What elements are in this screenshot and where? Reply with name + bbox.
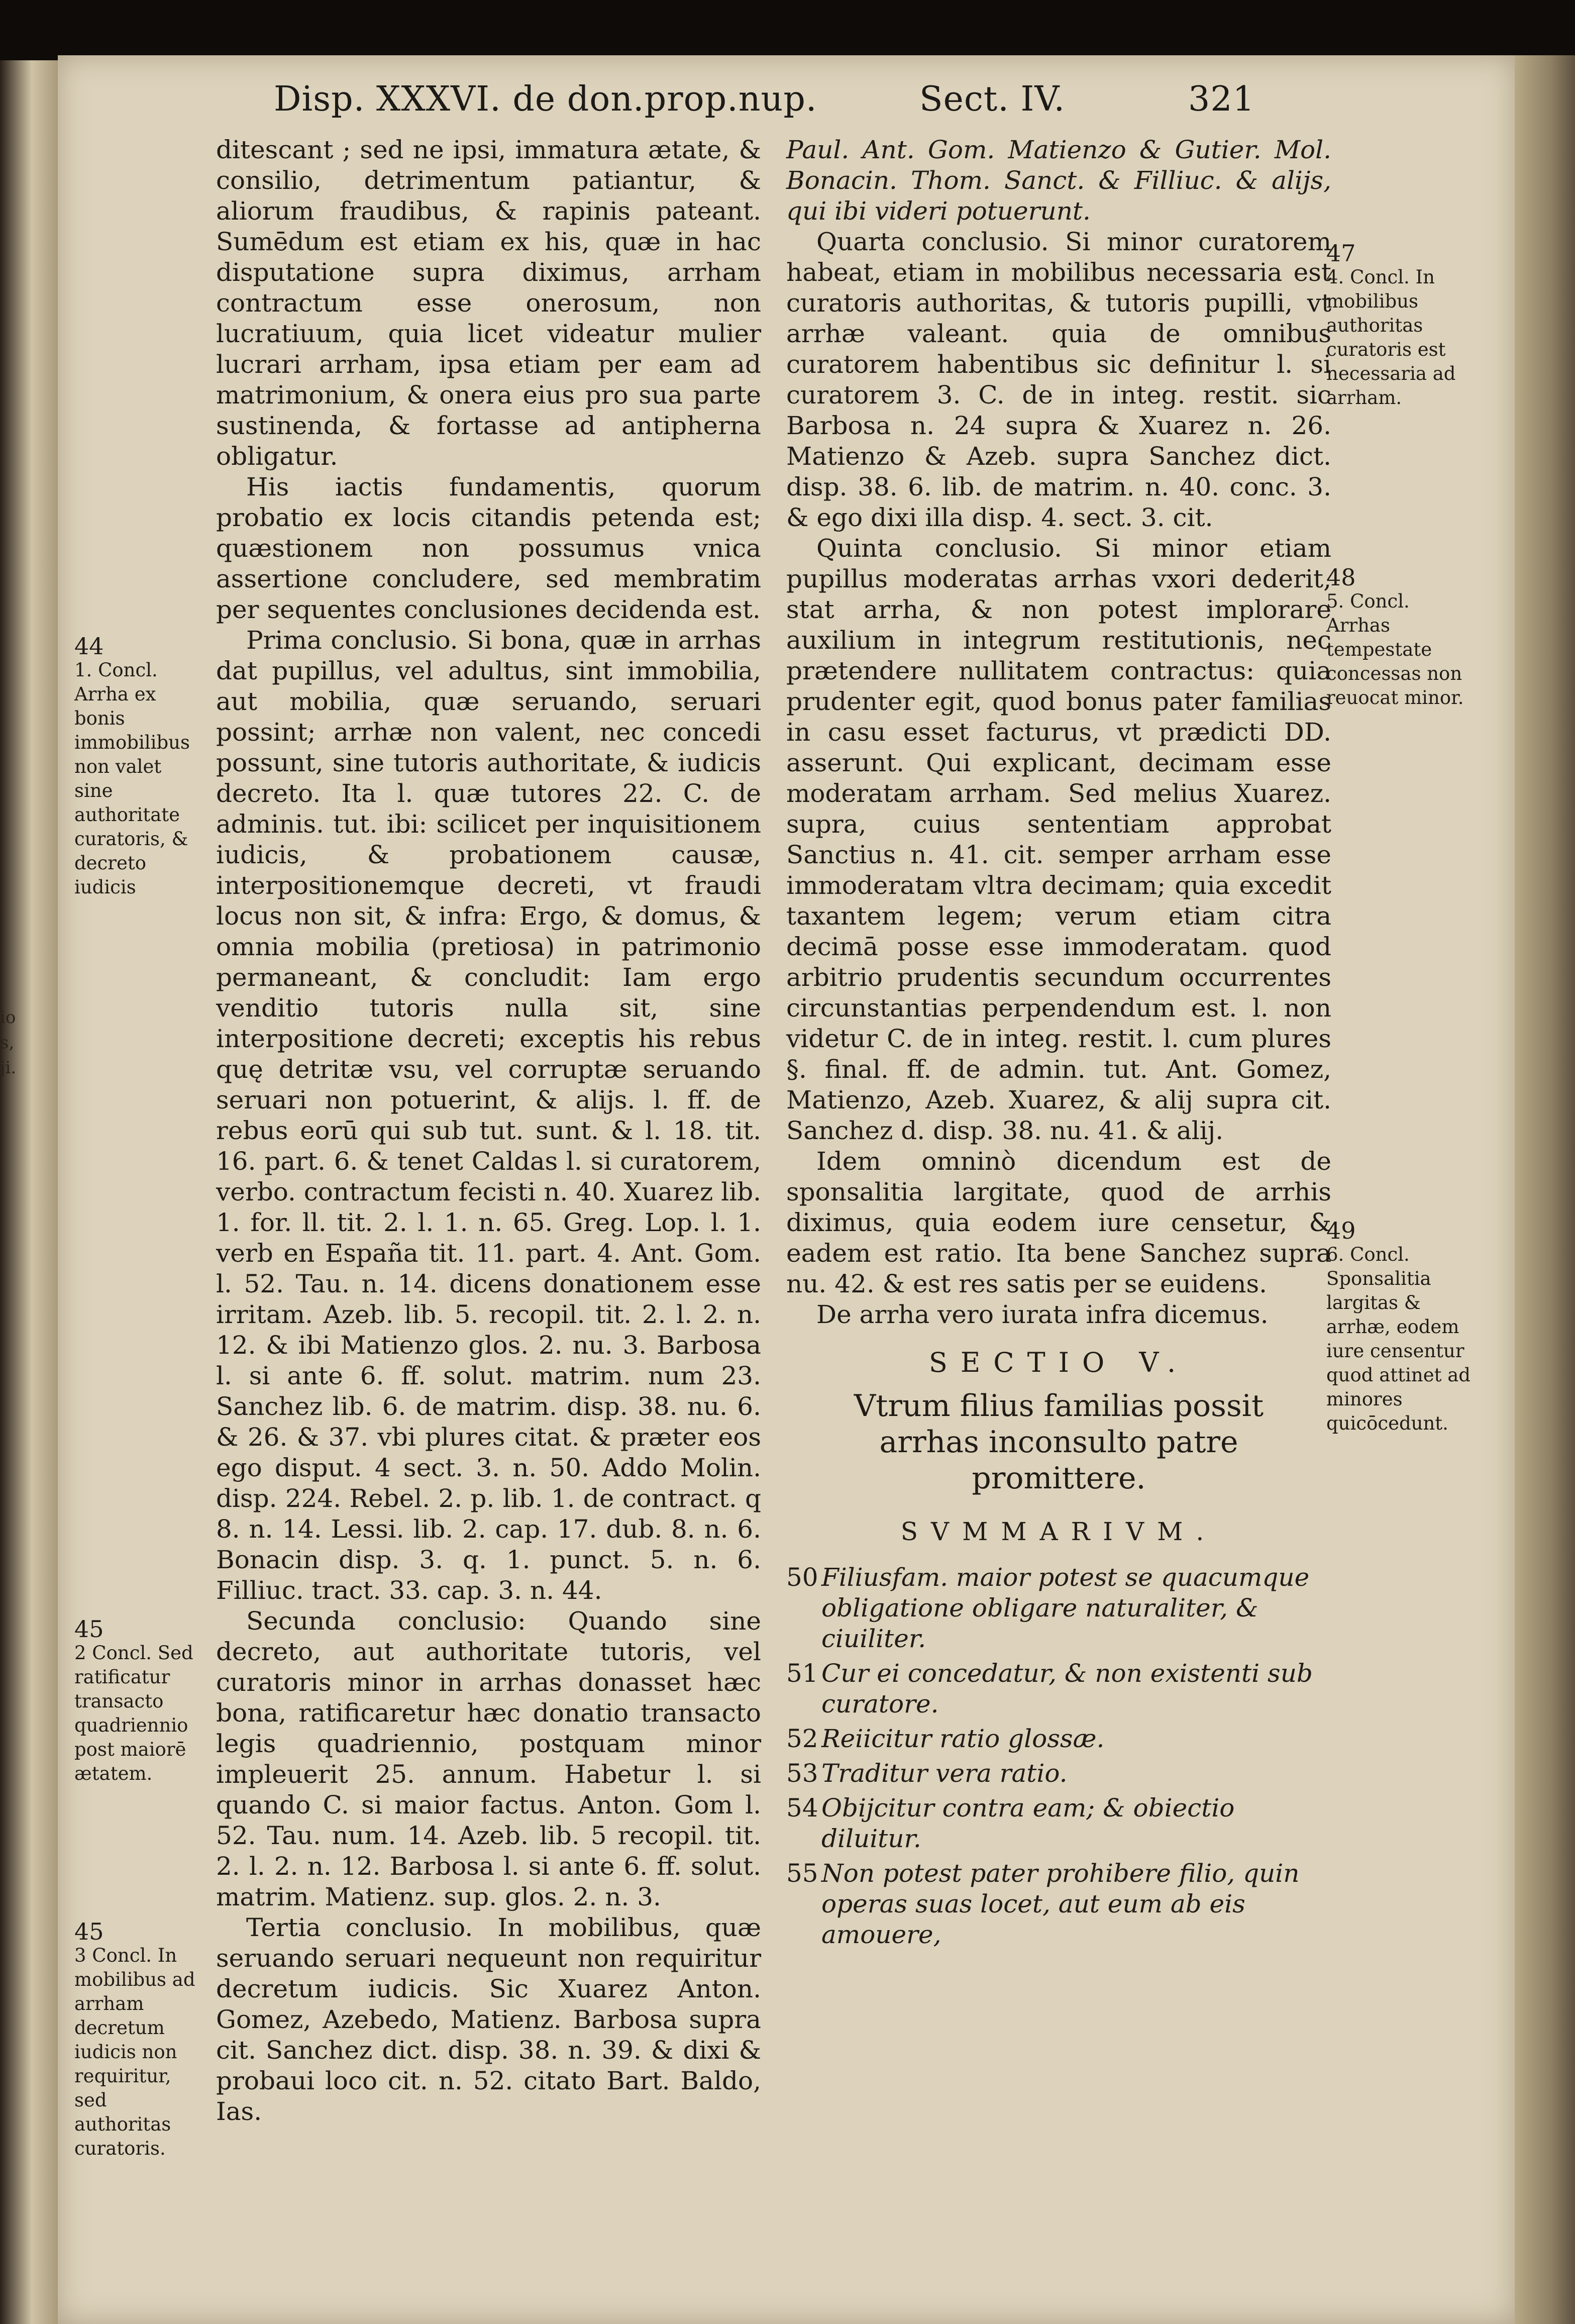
fragment: io xyxy=(0,1007,16,1028)
previous-page-edge xyxy=(0,60,58,2324)
margin-note-text: 6. Concl. Sponsalitia largitas & arrhæ, eodem iure censentur quod attinet ad minores quicōcedunt. xyxy=(1326,1244,1471,1434)
paragraph: Prima conclusio. Si bona, quæ in arrhas dat pupillus, vel adultus, sint immobilia, aut mobilia, quæ seruando, seruari possint; arrhæ non valent, nec concedi possunt, sine tutoris authoritate, & iudicis decreto. Ita l. quæ tutores 22. C. de adminis. tut. ibi: scilicet per inquisitionem iudicis, & probationem causæ, interpositionemque decreti, vt fraudi locus non sit, & infra: Ergo, & domus, & omnia mobilia (pretiosa) in patrimonio permaneant, & concludit: Iam ergo venditio tutoris nulla sit, sine interpositione decreti; exceptis his rebus quę detritæ vsu, vel corruptæ seruando seruari non potuerint, & alijs. l. ff. de rebus eorū qui sub tut. sunt. & l. 18. tit. 16. part. 6. & tenet Caldas l. si curatorem, verbo. contractum fecisti n. 40. Xuarez lib. 1. for. ll. tit. 2. l. 1. n. 65. Greg. Lop. l. 1. verb en España tit. 11. part. 4. Ant. Gom. l. 52. Tau. n. 14. dicens donationem esse irritam. Azeb. lib. 5. recopil. tit. 2. l. 2. n. 12. & ibi Matienzo glos. 2. nu. 3. Barbosa l. si ante 6. ff. solut. matrim. num 23. Sanchez lib. 6. de matrim. disp. 38. nu. 6. & 26. & 37. vbi plures citat. & præter eos ego disput. 4 sect. 3. n. 50. Addo Molin. disp. 224. Rebel. 2. p. lib. 1. de contract. q 8. n. 14. Lessi. lib. 2. cap. 17. dub. 8. n. 6. Bonacin disp. 3. q. 1. punct. 5. n. 6. Filliuc. tract. 33. cap. 3. n. 44. xyxy=(216,626,761,1605)
summary-text: Non potest pater prohibere filio, quin operas suas locet, aut eum ab eis amouere, xyxy=(821,1859,1300,1949)
paragraph: Paul. Ant. Gom. Matienzo & Gutier. Mol. Bonacin. Thom. Sanct. & Filliuc. & alijs, qui ibi videri potuerunt. xyxy=(786,135,1331,226)
article-title: Vtrum filius familias possit arrhas inconsulto patre promittere. xyxy=(854,1388,1264,1496)
fragment: ji. xyxy=(0,1058,17,1078)
page-number: 321 xyxy=(1188,79,1255,119)
previous-page-fragments xyxy=(0,1005,20,1080)
margin-note-45b xyxy=(74,1919,205,2161)
margin-note-44 xyxy=(74,634,205,899)
summary-number: 51 xyxy=(786,1659,818,1688)
margin-note-48 xyxy=(1326,565,1475,710)
summary-item xyxy=(786,1758,1331,1789)
paragraph: Quarta conclusio. Si minor curatorem habeat, etiam in mobilibus necessaria est curatoris authoritas, & tutoris pupilli, vt arrhæ valeant. quia de omnibus curatorem habentibus sic definitur l. si curatorem 3. C. de in integ. restit. sic Barbosa n. 24 supra & Xuarez n. 26. Matienzo & Azeb. supra Sanchez dict. disp. 38. 6. lib. de matrim. n. 40. conc. 3. & ego dixi illa disp. 4. sect. 3. cit. xyxy=(786,227,1331,532)
margin-note-text: 3 Concl. In mobilibus ad arrham decretum iudicis non requiritur, sed authoritas curatoris. xyxy=(74,1945,195,2159)
summary-text: Cur ei concedatur, & non existenti sub curatore. xyxy=(821,1659,1313,1719)
summary-item xyxy=(786,1724,1331,1754)
margin-note-text: 2 Concl. Sed ratificatur transacto quadriennio post maiorē ætatem. xyxy=(74,1642,193,1784)
page-stack-edge xyxy=(1515,55,1575,2324)
paragraph: Tertia conclusio. In mobilibus, quæ seruando seruari nequeunt non requiritur decretum iudicis. Sic Xuarez Anton. Gomez, Azebedo, Matienz. Barbosa supra cit. Sanchez dict. disp. 38. n. 39. & dixi & probaui loco cit. n. 52. citato Bart. Baldo, Ias. xyxy=(216,1913,761,2126)
summary-item xyxy=(786,1658,1331,1720)
summary-text: Reiicitur ratio glossæ. xyxy=(821,1724,1105,1753)
right-text-column xyxy=(786,135,1331,1954)
margin-note-49 xyxy=(1326,1219,1475,1436)
paragraph: Quinta conclusio. Si minor etiam pupillus moderatas arrhas vxori dederit, stat arrha, & non potest implorare auxilium in integrum restitutionis, nec prætendere nullitatem contractus: quia prudenter egit, quod bonus pater familias in casu esset facturus, vt prædicti DD. asserunt. Qui explicant, decimam esse moderatam arrham. Sed melius Xuarez. supra, cuius sententiam approbat Sanctius n. 41. cit. semper arrham esse immoderatam vltra decimam; quia excedit taxantem legem; verum etiam citra decimā posse esse immoderatam. quod arbitrio prudentis secundum occurrentes circunstantias perpendendum est. l. non videtur C. de in integ. restit. l. cum plures §. final. ff. de admin. tut. Ant. Gomez, Matienzo, Azeb. Xuarez, & alij supra cit. Sanchez d. disp. 38. nu. 41. & alij. xyxy=(786,534,1331,1145)
left-text-column xyxy=(216,135,761,2127)
margin-note-45a xyxy=(74,1617,205,1786)
summary-item xyxy=(786,1858,1331,1950)
margin-note-number: 47 xyxy=(1326,240,1356,267)
running-head xyxy=(216,79,1296,125)
section-heading: SECTIO V. xyxy=(928,1347,1189,1378)
summary-text: Obijcitur contra eam; & obiectio diluitur. xyxy=(821,1793,1235,1853)
running-head-title: Disp. XXXVI. de don.prop.nup. xyxy=(274,79,817,119)
margin-note-text: 1. Concl. Arrha ex bonis immobilibus non valet sine authoritate curatoris, & decreto iudicis xyxy=(74,659,190,898)
margin-note-47 xyxy=(1326,241,1475,410)
paragraph: Secunda conclusio: Quando sine decreto, aut authoritate tutoris, vel curatoris minor in arrhas donasset hæc bona, ratificaretur hæc donatio transacto legis quadriennio, postquam minor impleuerit 25. annum. Habetur l. si quando C. si maior factus. Anton. Gom l. 52. Tau. num. 14. Azeb. lib. 5 recopil. tit. 2. l. 2. n. 12. Barbosa l. si ante 6. ff. solut. matrim. Matienz. sup. glos. 2. n. 3. xyxy=(216,1606,761,1911)
paragraph: Idem omninò dicendum est de sponsalitia largitate, quod de arrhis diximus, quia eodem iure censetur, & eadem est ratio. Ita bene Sanchez supra nu. 42. & est res satis per se euidens. xyxy=(786,1147,1331,1298)
margin-note-number: 48 xyxy=(1326,564,1356,591)
paragraph: His iactis fundamentis, quorum probatio ex locis citandis petenda est; quæstionem non possumus vnica assertione concludere, sed membratim per sequentes conclusiones decidenda est. xyxy=(216,472,761,624)
summary-text: Traditur vera ratio. xyxy=(821,1759,1068,1788)
margin-note-number: 44 xyxy=(74,633,104,660)
summary-number: 52 xyxy=(786,1724,818,1753)
summary-item xyxy=(786,1793,1331,1854)
summary-heading: SVMMARIVM. xyxy=(900,1517,1217,1546)
margin-note-text: 4. Concl. In mobilibus authoritas curatoris est necessaria ad arrham. xyxy=(1326,266,1456,409)
summary-number: 53 xyxy=(786,1759,818,1788)
summary-number: 54 xyxy=(786,1793,818,1823)
summary-text: Filiusfam. maior potest se quacumque obligatione obligare naturaliter, & ciuiliter. xyxy=(821,1563,1310,1653)
paragraph: ditescant ; sed ne ipsi, immatura ætate, & consilio, detrimentum patiantur, & aliorum fraudibus, & rapinis pateant. Sumēdum est etiam ex his, quæ in hac disputatione supra diximus, arrham contractum esse onerosum, non lucratiuum, quia licet videatur mulier lucrari arrham, ipsa etiam per eam ad matrimonium, & onera eius pro sua parte sustinenda, & fortasse ad antipherna obligatur. xyxy=(216,135,761,471)
summary-number: 50 xyxy=(786,1563,818,1592)
paragraph: De arrha vero iurata infra dicemus. xyxy=(816,1300,1269,1329)
summary-item xyxy=(786,1562,1331,1654)
fragment: s, xyxy=(0,1033,15,1053)
summary-list xyxy=(786,1562,1331,1950)
running-head-section: Sect. IV. xyxy=(919,79,1066,119)
margin-note-text: 5. Concl. Arrhas tempestate concessas non reuocat minor. xyxy=(1326,590,1464,709)
summary-number: 55 xyxy=(786,1859,818,1888)
margin-note-number: 45 xyxy=(74,1918,104,1945)
margin-note-number: 49 xyxy=(1326,1217,1356,1244)
margin-note-number: 45 xyxy=(74,1615,104,1643)
